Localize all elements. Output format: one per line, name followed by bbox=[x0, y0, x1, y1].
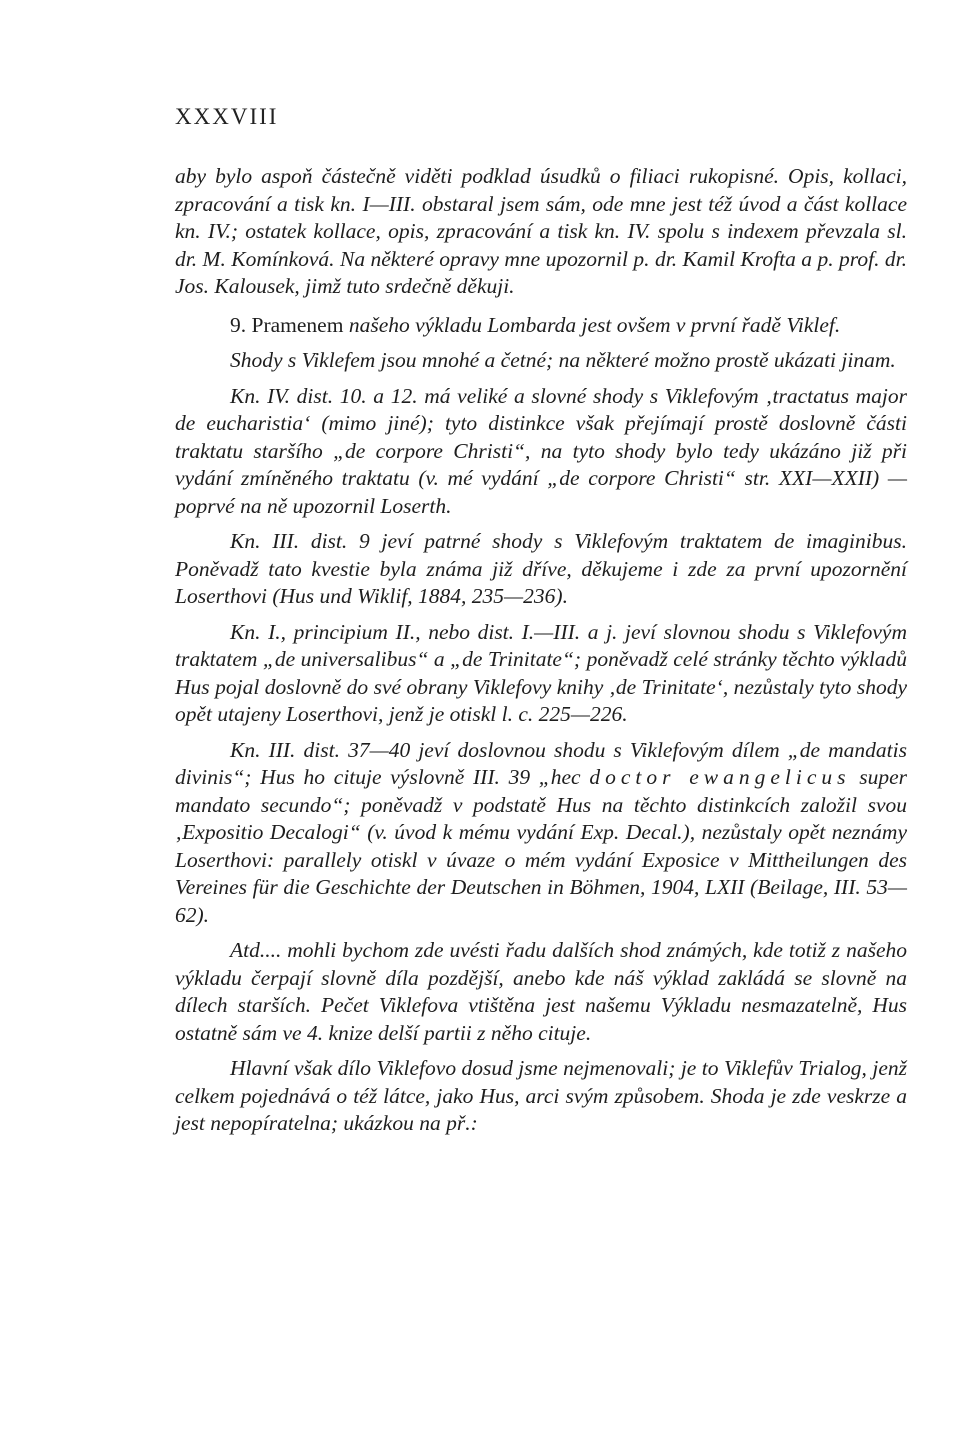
section-lead-word: Pramenem bbox=[251, 312, 344, 337]
paragraph-7-end: super mandato secundo“; poněvadž v podstatě Hus na těchto distinkcích založil svou ‚Expositio Decalogi“ (v. úvod k mému vydání Exp. Decal.), nezůstaly opět neznámy Loserthovi: parallely otiskl v úvaze o mém vydání Exposice v Mittheilungen des Vereines für die Geschichte der Deutschen in Böhmen, 1904, LXII (Beilage, III. 53—62). bbox=[175, 765, 908, 927]
paragraph-1: aby bylo aspoň částečně viděti podklad úsudků o filiaci rukopisné. Opis, kollaci, zpracování a tisk kn. I—III. obstaral jsem sám, ode mne jest též úvod a část kollace kn. IV.; ostatek kollace, opis, zpracování a tisk kn. IV. spolu s indexem převzala sl. dr. M. Komínková. Na některé opravy mne upozornil p. dr. Kamil Krofta a p. prof. dr. Jos. Kalousek, jimž tuto srdečně děkuji. bbox=[175, 164, 907, 298]
page-number: XXXVIII bbox=[175, 104, 279, 129]
paragraph-2 bbox=[175, 312, 907, 340]
paragraph-6: Kn. I., principium II., nebo dist. I.—III. a j. jeví slovnou shodu s Viklefovým traktatem „de universalibus“ a „de Trinitate“; poněvadž celé stránky těchto výkladů Hus pojal doslovně do své obrany Viklefovy knihy ‚de Trinitate‘, nezůstaly tyto shody opět utajeny Loserthovi, jenž je otiskl l. c. 225—226. bbox=[175, 619, 907, 726]
paragraph-5: Kn. III. dist. 9 jeví patrné shody s Viklefovým traktatem de imaginibus. Poněvadž tato kvestie byla známa již dříve, děkujeme i zde za první upozornění Loserthovi (Hus und Wiklif, 1884, 235—236). bbox=[175, 529, 907, 608]
section-lead-rest: našeho výkladu Lombarda jest ovšem v první řadě Viklef. bbox=[348, 312, 841, 337]
paragraph-3: Shody s Viklefem jsou mnohé a četné; na některé možno prostě ukázati jinam. bbox=[230, 348, 896, 372]
paragraph-9: Hlavní však dílo Viklefovo dosud jsme nejmenovali; je to Viklefův Trialog, jenž celkem pojednává o též látce, jako Hus, arci svým způsobem. Shoda je zde veskrze a jest nepopíratelna; ukázkou na př.: bbox=[175, 1056, 907, 1135]
paragraph-7-start: Kn. III. dist. 37—40 jeví doslovnou shodu s Viklefovým dílem „de mandatis divinis“; Hus ho cituje výslovně III. 39 „hec bbox=[175, 737, 907, 789]
section-number: 9. bbox=[230, 312, 247, 337]
paragraph-7 bbox=[175, 737, 907, 930]
paragraph-4: Kn. IV. dist. 10. a 12. má veliké a slovné shody s Viklefovým ‚tractatus major de eucharistia‘ (mimo jiné); tyto distinkce však přejímají prostě doslovně části traktatu staršího „de corpore Christi“, na tyto shody bylo tedy ukázáno již při vydání zmíněného traktatu (v. mé vydání „de corpore Christi“ str. XXI—XXII) — poprvé na ně upozornil Loserth. bbox=[175, 383, 907, 518]
body-text bbox=[175, 163, 907, 1138]
spaced-quote: doctor ewangelicus bbox=[589, 765, 851, 789]
paragraph-8: Atd.... mohli bychom zde uvésti řadu dalších shod známých, kde totiž z našeho výkladu čerpají slovně díla pozdější, anebo kde náš výklad zakládá se slovně na dílech starších. Pečet Viklefova vtištěna jest našemu Výkladu nesmazatelně, Hus ostatně sám ve 4. knize delší partii z něho cituje. bbox=[175, 938, 907, 1045]
